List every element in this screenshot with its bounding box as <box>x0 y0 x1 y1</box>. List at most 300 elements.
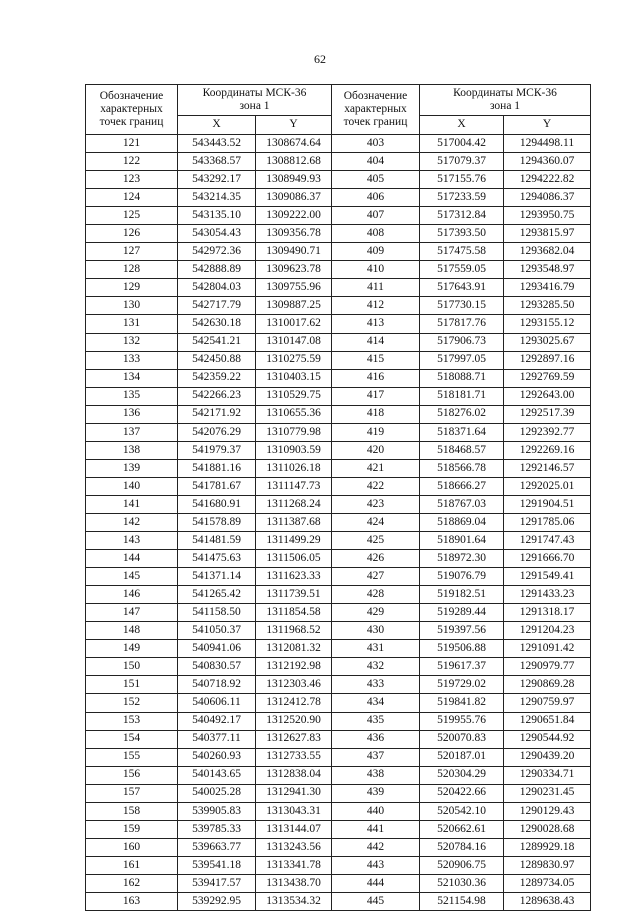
table-row <box>86 333 591 351</box>
coords-group-header <box>420 85 591 116</box>
y-coordinate-cell: 1291785.06 <box>504 513 591 531</box>
point-label-line: характерных <box>100 102 163 115</box>
y-coordinate-cell: 1290651.84 <box>504 712 591 730</box>
point-label-header <box>86 85 178 135</box>
point-number-cell: 129 <box>86 279 178 297</box>
point-number-cell: 162 <box>86 874 178 892</box>
point-number-cell: 143 <box>86 532 178 550</box>
table-row <box>86 784 591 802</box>
point-number-cell: 412 <box>332 297 420 315</box>
point-number-cell: 153 <box>86 712 178 730</box>
point-number-cell: 126 <box>86 225 178 243</box>
point-number-cell: 128 <box>86 261 178 279</box>
point-number-cell: 141 <box>86 495 178 513</box>
point-number-cell: 133 <box>86 351 178 369</box>
table-row <box>86 405 591 423</box>
y-coordinate-cell: 1311026.18 <box>256 459 332 477</box>
x-coordinate-cell: 542359.22 <box>178 369 256 387</box>
x-coordinate-cell: 543135.10 <box>178 207 256 225</box>
table-row <box>86 712 591 730</box>
point-number-cell: 406 <box>332 189 420 207</box>
y-coordinate-cell: 1291666.70 <box>504 550 591 568</box>
point-number-cell: 139 <box>86 459 178 477</box>
table-row <box>86 694 591 712</box>
y-coordinate-cell: 1313043.31 <box>256 802 332 820</box>
table-row <box>86 243 591 261</box>
x-coordinate-cell: 543368.57 <box>178 153 256 171</box>
x-coordinate-cell: 542972.36 <box>178 243 256 261</box>
y-coordinate-cell: 1311387.68 <box>256 513 332 531</box>
table-row <box>86 135 591 153</box>
y-coordinate-cell: 1290869.28 <box>504 676 591 694</box>
y-coordinate-cell: 1293155.12 <box>504 315 591 333</box>
point-label-line: Обозначение <box>343 89 408 102</box>
point-number-cell: 122 <box>86 153 178 171</box>
y-coordinate-cell: 1310529.75 <box>256 387 332 405</box>
y-coordinate-cell: 1293548.97 <box>504 261 591 279</box>
y-coordinate-cell: 1311854.58 <box>256 604 332 622</box>
table-row <box>86 568 591 586</box>
y-coordinate-cell: 1294360.07 <box>504 153 591 171</box>
y-coordinate-cell: 1311499.29 <box>256 532 332 550</box>
x-coordinate-cell: 518767.03 <box>420 495 504 513</box>
table-row <box>86 532 591 550</box>
table-header-row <box>86 85 591 116</box>
table-row <box>86 766 591 784</box>
point-number-cell: 429 <box>332 604 420 622</box>
point-number-cell: 416 <box>332 369 420 387</box>
y-coordinate-cell: 1309356.78 <box>256 225 332 243</box>
y-coordinate-cell: 1290129.43 <box>504 802 591 820</box>
x-coordinate-cell: 518088.71 <box>420 369 504 387</box>
x-coordinate-cell: 542804.03 <box>178 279 256 297</box>
x-coordinate-cell: 518276.02 <box>420 405 504 423</box>
point-number-cell: 417 <box>332 387 420 405</box>
point-label-header <box>332 85 420 135</box>
point-number-cell: 410 <box>332 261 420 279</box>
x-coordinate-cell: 540492.17 <box>178 712 256 730</box>
y-coordinate-cell: 1310017.62 <box>256 315 332 333</box>
point-number-cell: 125 <box>86 207 178 225</box>
x-coordinate-cell: 517997.05 <box>420 351 504 369</box>
x-coordinate-cell: 541481.59 <box>178 532 256 550</box>
point-number-cell: 415 <box>332 351 420 369</box>
table-row <box>86 820 591 838</box>
x-coordinate-cell: 540941.06 <box>178 640 256 658</box>
y-coordinate-cell: 1309086.37 <box>256 189 332 207</box>
point-number-cell: 425 <box>332 532 420 550</box>
coords-label-line: Координаты МСК-36 <box>202 86 307 99</box>
x-coordinate-cell: 541578.89 <box>178 513 256 531</box>
y-coordinate-cell: 1312733.55 <box>256 748 332 766</box>
table-row <box>86 369 591 387</box>
page-number: 62 <box>314 52 326 66</box>
point-number-cell: 132 <box>86 333 178 351</box>
y-coordinate-cell: 1312838.04 <box>256 766 332 784</box>
x-coordinate-cell: 542630.18 <box>178 315 256 333</box>
y-column-header: Y <box>256 116 332 135</box>
x-coordinate-cell: 517643.91 <box>420 279 504 297</box>
coords-group-header <box>178 85 332 116</box>
x-coordinate-cell: 518666.27 <box>420 477 504 495</box>
y-coordinate-cell: 1310903.59 <box>256 441 332 459</box>
x-column-header: X <box>178 116 256 135</box>
x-coordinate-cell: 540606.11 <box>178 694 256 712</box>
x-coordinate-cell: 518371.64 <box>420 423 504 441</box>
point-number-cell: 150 <box>86 658 178 676</box>
y-coordinate-cell: 1311623.33 <box>256 568 332 586</box>
x-coordinate-cell: 539905.83 <box>178 802 256 820</box>
x-coordinate-cell: 519729.02 <box>420 676 504 694</box>
point-number-cell: 441 <box>332 820 420 838</box>
point-number-cell: 445 <box>332 892 420 910</box>
x-coordinate-cell: 540143.65 <box>178 766 256 784</box>
point-number-cell: 418 <box>332 405 420 423</box>
x-coordinate-cell: 517393.50 <box>420 225 504 243</box>
y-coordinate-cell: 1310779.98 <box>256 423 332 441</box>
point-number-cell: 145 <box>86 568 178 586</box>
y-coordinate-cell: 1291549.41 <box>504 568 591 586</box>
y-coordinate-cell: 1292643.00 <box>504 387 591 405</box>
point-number-cell: 159 <box>86 820 178 838</box>
coords-label-line: зона 1 <box>489 100 521 112</box>
x-coordinate-cell: 520662.61 <box>420 820 504 838</box>
point-number-cell: 409 <box>332 243 420 261</box>
x-coordinate-cell: 518972.30 <box>420 550 504 568</box>
point-number-cell: 439 <box>332 784 420 802</box>
x-coordinate-cell: 518566.78 <box>420 459 504 477</box>
y-coordinate-cell: 1292146.57 <box>504 459 591 477</box>
y-coordinate-cell: 1311739.51 <box>256 586 332 604</box>
x-coordinate-cell: 542076.29 <box>178 423 256 441</box>
y-coordinate-cell: 1291318.17 <box>504 604 591 622</box>
point-number-cell: 426 <box>332 550 420 568</box>
point-number-cell: 444 <box>332 874 420 892</box>
point-number-cell: 140 <box>86 477 178 495</box>
point-number-cell: 157 <box>86 784 178 802</box>
table-row <box>86 748 591 766</box>
x-coordinate-cell: 520906.75 <box>420 856 504 874</box>
point-number-cell: 434 <box>332 694 420 712</box>
table-row <box>86 513 591 531</box>
table-row <box>86 856 591 874</box>
y-coordinate-cell: 1309490.71 <box>256 243 332 261</box>
point-number-cell: 430 <box>332 622 420 640</box>
y-coordinate-cell: 1293416.79 <box>504 279 591 297</box>
table-row <box>86 423 591 441</box>
x-coordinate-cell: 517730.15 <box>420 297 504 315</box>
y-coordinate-cell: 1312192.98 <box>256 658 332 676</box>
coords-label-line: зона 1 <box>239 100 270 112</box>
point-number-cell: 135 <box>86 387 178 405</box>
y-coordinate-cell: 1311268.24 <box>256 495 332 513</box>
point-number-cell: 442 <box>332 838 420 856</box>
table-row <box>86 207 591 225</box>
x-coordinate-cell: 517079.37 <box>420 153 504 171</box>
y-coordinate-cell: 1290544.92 <box>504 730 591 748</box>
point-number-cell: 424 <box>332 513 420 531</box>
coords-label-line: Координаты МСК-36 <box>453 86 557 99</box>
y-coordinate-cell: 1312303.46 <box>256 676 332 694</box>
y-coordinate-cell: 1291904.51 <box>504 495 591 513</box>
point-number-cell: 155 <box>86 748 178 766</box>
x-coordinate-cell: 543054.43 <box>178 225 256 243</box>
y-coordinate-cell: 1312520.90 <box>256 712 332 730</box>
point-number-cell: 438 <box>332 766 420 784</box>
point-number-cell: 147 <box>86 604 178 622</box>
point-number-cell: 134 <box>86 369 178 387</box>
point-number-cell: 156 <box>86 766 178 784</box>
point-number-cell: 142 <box>86 513 178 531</box>
point-number-cell: 408 <box>332 225 420 243</box>
table-row <box>86 189 591 207</box>
y-coordinate-cell: 1290759.97 <box>504 694 591 712</box>
x-coordinate-cell: 541265.42 <box>178 586 256 604</box>
x-coordinate-cell: 541475.63 <box>178 550 256 568</box>
y-coordinate-cell: 1313534.32 <box>256 892 332 910</box>
x-coordinate-cell: 520304.29 <box>420 766 504 784</box>
y-coordinate-cell: 1312627.83 <box>256 730 332 748</box>
x-coordinate-cell: 517233.59 <box>420 189 504 207</box>
y-coordinate-cell: 1310275.59 <box>256 351 332 369</box>
point-number-cell: 163 <box>86 892 178 910</box>
x-coordinate-cell: 519289.44 <box>420 604 504 622</box>
y-coordinate-cell: 1290979.77 <box>504 658 591 676</box>
point-number-cell: 158 <box>86 802 178 820</box>
point-number-cell: 131 <box>86 315 178 333</box>
x-coordinate-cell: 541781.67 <box>178 477 256 495</box>
y-coordinate-cell: 1308812.68 <box>256 153 332 171</box>
table-row <box>86 730 591 748</box>
y-coordinate-cell: 1294222.82 <box>504 171 591 189</box>
y-coordinate-cell: 1289830.97 <box>504 856 591 874</box>
y-coordinate-cell: 1312412.78 <box>256 694 332 712</box>
table-row <box>86 640 591 658</box>
y-coordinate-cell: 1292769.59 <box>504 369 591 387</box>
point-number-cell: 154 <box>86 730 178 748</box>
table-row <box>86 261 591 279</box>
point-number-cell: 138 <box>86 441 178 459</box>
point-number-cell: 423 <box>332 495 420 513</box>
point-number-cell: 420 <box>332 441 420 459</box>
x-coordinate-cell: 542888.89 <box>178 261 256 279</box>
y-coordinate-cell: 1292269.16 <box>504 441 591 459</box>
table-row <box>86 297 591 315</box>
y-coordinate-cell: 1289929.18 <box>504 838 591 856</box>
y-coordinate-cell: 1290231.45 <box>504 784 591 802</box>
table-row <box>86 171 591 189</box>
x-coordinate-cell: 542171.92 <box>178 405 256 423</box>
point-number-cell: 123 <box>86 171 178 189</box>
point-number-cell: 419 <box>332 423 420 441</box>
y-coordinate-cell: 1293285.50 <box>504 297 591 315</box>
x-coordinate-cell: 521030.36 <box>420 874 504 892</box>
point-number-cell: 411 <box>332 279 420 297</box>
x-coordinate-cell: 541050.37 <box>178 622 256 640</box>
point-number-cell: 144 <box>86 550 178 568</box>
point-number-cell: 404 <box>332 153 420 171</box>
y-coordinate-cell: 1290028.68 <box>504 820 591 838</box>
x-coordinate-cell: 520784.16 <box>420 838 504 856</box>
table-row <box>86 441 591 459</box>
y-coordinate-cell: 1309887.25 <box>256 297 332 315</box>
y-coordinate-cell: 1313243.56 <box>256 838 332 856</box>
point-number-cell: 422 <box>332 477 420 495</box>
y-coordinate-cell: 1290334.71 <box>504 766 591 784</box>
table-body <box>86 135 591 911</box>
x-coordinate-cell: 520542.10 <box>420 802 504 820</box>
y-column-header: Y <box>504 116 591 135</box>
point-number-cell: 413 <box>332 315 420 333</box>
point-number-cell: 149 <box>86 640 178 658</box>
point-number-cell: 130 <box>86 297 178 315</box>
x-coordinate-cell: 541371.14 <box>178 568 256 586</box>
table-row <box>86 604 591 622</box>
y-coordinate-cell: 1291747.43 <box>504 532 591 550</box>
y-coordinate-cell: 1291204.23 <box>504 622 591 640</box>
point-number-cell: 152 <box>86 694 178 712</box>
y-coordinate-cell: 1293815.97 <box>504 225 591 243</box>
point-number-cell: 407 <box>332 207 420 225</box>
y-coordinate-cell: 1292897.16 <box>504 351 591 369</box>
x-coordinate-cell: 519506.88 <box>420 640 504 658</box>
table-row <box>86 459 591 477</box>
y-coordinate-cell: 1289734.05 <box>504 874 591 892</box>
table-row <box>86 351 591 369</box>
x-coordinate-cell: 518901.64 <box>420 532 504 550</box>
table-row <box>86 387 591 405</box>
x-coordinate-cell: 517906.73 <box>420 333 504 351</box>
y-coordinate-cell: 1293950.75 <box>504 207 591 225</box>
table-row <box>86 153 591 171</box>
x-coordinate-cell: 542450.88 <box>178 351 256 369</box>
x-coordinate-cell: 540025.28 <box>178 784 256 802</box>
point-number-cell: 148 <box>86 622 178 640</box>
point-number-cell: 428 <box>332 586 420 604</box>
x-coordinate-cell: 517475.58 <box>420 243 504 261</box>
table-row <box>86 550 591 568</box>
y-coordinate-cell: 1289638.43 <box>504 892 591 910</box>
y-coordinate-cell: 1291433.23 <box>504 586 591 604</box>
point-number-cell: 435 <box>332 712 420 730</box>
point-number-cell: 405 <box>332 171 420 189</box>
y-coordinate-cell: 1310403.15 <box>256 369 332 387</box>
x-coordinate-cell: 517312.84 <box>420 207 504 225</box>
x-coordinate-cell: 541680.91 <box>178 495 256 513</box>
y-coordinate-cell: 1292025.01 <box>504 477 591 495</box>
table-row <box>86 225 591 243</box>
point-number-cell: 440 <box>332 802 420 820</box>
point-number-cell: 136 <box>86 405 178 423</box>
x-coordinate-cell: 542266.23 <box>178 387 256 405</box>
x-coordinate-cell: 543214.35 <box>178 189 256 207</box>
point-label-line: точек границ <box>343 116 408 129</box>
point-number-cell: 127 <box>86 243 178 261</box>
table-row <box>86 622 591 640</box>
point-label-line: Обозначение <box>99 89 164 102</box>
y-coordinate-cell: 1313341.78 <box>256 856 332 874</box>
x-coordinate-cell: 519955.76 <box>420 712 504 730</box>
y-coordinate-cell: 1312941.30 <box>256 784 332 802</box>
coordinates-table <box>85 84 591 911</box>
x-coordinate-cell: 541158.50 <box>178 604 256 622</box>
x-coordinate-cell: 540718.92 <box>178 676 256 694</box>
point-number-cell: 161 <box>86 856 178 874</box>
x-coordinate-cell: 519397.56 <box>420 622 504 640</box>
x-coordinate-cell: 520422.66 <box>420 784 504 802</box>
y-coordinate-cell: 1313438.70 <box>256 874 332 892</box>
y-coordinate-cell: 1311506.05 <box>256 550 332 568</box>
point-number-cell: 431 <box>332 640 420 658</box>
x-coordinate-cell: 519617.37 <box>420 658 504 676</box>
y-coordinate-cell: 1310655.36 <box>256 405 332 423</box>
table-row <box>86 495 591 513</box>
point-number-cell: 121 <box>86 135 178 153</box>
y-coordinate-cell: 1294498.11 <box>504 135 591 153</box>
table-row <box>86 279 591 297</box>
x-coordinate-cell: 518869.04 <box>420 513 504 531</box>
y-coordinate-cell: 1291091.42 <box>504 640 591 658</box>
point-label-line: характерных <box>344 102 407 115</box>
y-coordinate-cell: 1309623.78 <box>256 261 332 279</box>
point-number-cell: 432 <box>332 658 420 676</box>
table-row <box>86 802 591 820</box>
x-coordinate-cell: 539541.18 <box>178 856 256 874</box>
point-number-cell: 433 <box>332 676 420 694</box>
point-number-cell: 160 <box>86 838 178 856</box>
y-coordinate-cell: 1311147.73 <box>256 477 332 495</box>
y-coordinate-cell: 1309755.96 <box>256 279 332 297</box>
x-coordinate-cell: 543443.52 <box>178 135 256 153</box>
x-coordinate-cell: 541979.37 <box>178 441 256 459</box>
point-number-cell: 437 <box>332 748 420 766</box>
x-coordinate-cell: 517004.42 <box>420 135 504 153</box>
x-column-header: X <box>420 116 504 135</box>
point-number-cell: 443 <box>332 856 420 874</box>
x-coordinate-cell: 519841.82 <box>420 694 504 712</box>
x-coordinate-cell: 539663.77 <box>178 838 256 856</box>
y-coordinate-cell: 1311968.52 <box>256 622 332 640</box>
y-coordinate-cell: 1309222.00 <box>256 207 332 225</box>
table-row <box>86 676 591 694</box>
x-coordinate-cell: 517559.05 <box>420 261 504 279</box>
table-row <box>86 874 591 892</box>
y-coordinate-cell: 1294086.37 <box>504 189 591 207</box>
x-coordinate-cell: 542717.79 <box>178 297 256 315</box>
x-coordinate-cell: 542541.21 <box>178 333 256 351</box>
point-number-cell: 427 <box>332 568 420 586</box>
point-number-cell: 421 <box>332 459 420 477</box>
point-number-cell: 436 <box>332 730 420 748</box>
x-coordinate-cell: 518468.57 <box>420 441 504 459</box>
y-coordinate-cell: 1312081.32 <box>256 640 332 658</box>
x-coordinate-cell: 517817.76 <box>420 315 504 333</box>
x-coordinate-cell: 517155.76 <box>420 171 504 189</box>
table-row <box>86 315 591 333</box>
x-coordinate-cell: 520070.83 <box>420 730 504 748</box>
y-coordinate-cell: 1292517.39 <box>504 405 591 423</box>
x-coordinate-cell: 539292.95 <box>178 892 256 910</box>
y-coordinate-cell: 1308674.64 <box>256 135 332 153</box>
x-coordinate-cell: 543292.17 <box>178 171 256 189</box>
point-number-cell: 151 <box>86 676 178 694</box>
point-number-cell: 124 <box>86 189 178 207</box>
point-label-line: точек границ <box>99 116 164 129</box>
x-coordinate-cell: 541881.16 <box>178 459 256 477</box>
y-coordinate-cell: 1292392.77 <box>504 423 591 441</box>
point-number-cell: 414 <box>332 333 420 351</box>
x-coordinate-cell: 519076.79 <box>420 568 504 586</box>
